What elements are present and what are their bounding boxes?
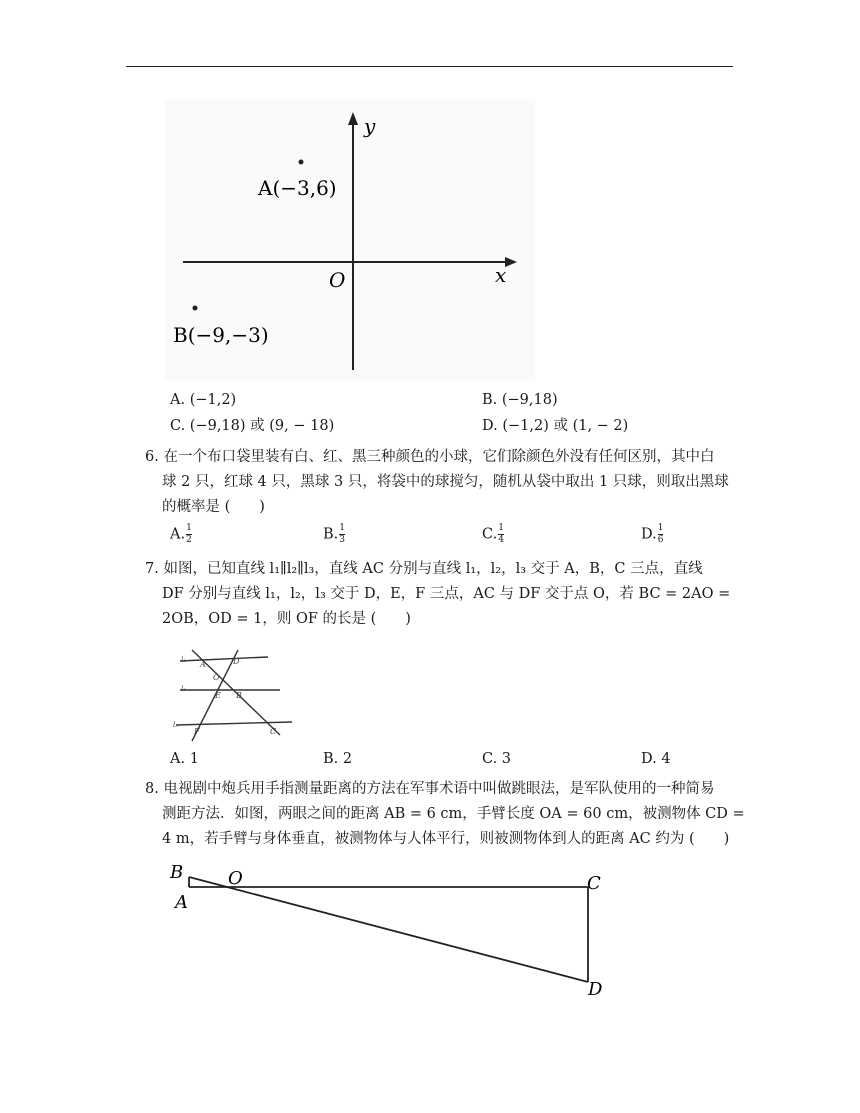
q6-option-d-fraction	[658, 524, 664, 545]
point-b-label: B(−9,−3)	[173, 323, 269, 347]
q6-option-d-label: D.	[641, 526, 657, 543]
label-a: A	[175, 892, 188, 913]
label-l1: l₁	[181, 656, 187, 664]
point-b-dot	[193, 306, 198, 311]
q7-option-a: A. 1	[170, 751, 199, 767]
q6-line-2: 球 2 只，红球 4 只，黑球 3 只，将袋中的球搅匀，随机从袋中取出 1 只球，则取出黑球	[162, 474, 729, 490]
q6-option-a-label: A.	[170, 526, 186, 543]
q6-option-a-numerator: 1	[186, 523, 192, 533]
q6-line-3: 的概率是 ( )	[162, 499, 265, 515]
q6-option-d	[641, 524, 663, 545]
q6-option-d-denominator: 6	[657, 535, 664, 545]
label-f: F	[194, 727, 200, 736]
label-d: D	[233, 657, 240, 666]
q6-option-c-numerator: 1	[498, 523, 504, 533]
q6-option-c-fraction	[498, 524, 504, 545]
q5-option-a: A. (−1,2)	[170, 392, 237, 408]
label-o: O	[213, 673, 220, 682]
q6-option-d-numerator: 1	[657, 523, 664, 533]
label-e: E	[215, 691, 221, 700]
q7-option-d: D. 4	[641, 751, 671, 767]
q6-option-c-label: C.	[482, 526, 498, 543]
q6-option-b-denominator: 3	[339, 535, 345, 545]
q6-option-a-denominator: 2	[186, 535, 192, 545]
label-o: O	[228, 868, 243, 889]
q7-option-b: B. 2	[323, 751, 353, 767]
line-l1	[180, 657, 268, 661]
segment-bd	[189, 877, 588, 982]
q6-option-b-numerator: 1	[339, 523, 345, 533]
point-a-dot	[299, 160, 304, 165]
q7-parallel-lines-figure	[170, 645, 300, 745]
label-a: A	[200, 660, 206, 669]
label-l2: l₂	[181, 685, 187, 693]
y-axis-label: y	[364, 114, 376, 138]
q6-option-b	[323, 524, 345, 545]
q5-option-b: B. (−9,18)	[482, 392, 558, 408]
q6-option-a	[170, 524, 192, 545]
q6-stem	[145, 445, 729, 520]
label-b: B	[170, 862, 184, 883]
q5-coordinate-figure	[165, 100, 535, 380]
q8-line-1: 8. 电视剧中炮兵用手指测量距离的方法在军事术语中叫做跳眼法，是军队使用的一种简易	[145, 781, 715, 797]
q8-stem	[145, 777, 745, 852]
q5-option-c: C. (−9,18) 或 (9, − 18)	[170, 418, 335, 434]
q7-line-2: DF 分别与直线 l₁，l₂，l₃ 交于 D，E，F 三点，AC 与 DF 交于点 O，若 BC = 2AO =	[162, 586, 731, 602]
origin-label: O	[329, 268, 346, 292]
q6-line-1: 6. 在一个布口袋里装有白、红、黑三种颜色的小球，它们除颜色外没有任何区别，其中白	[145, 449, 715, 465]
q8-line-2: 测距方法．如图，两眼之间的距离 AB = 6 cm，手臂长度 OA = 60 cm，被测物体 CD =	[162, 806, 745, 822]
q7-line-3: 2OB，OD = 1，则 OF 的长是 ( )	[162, 611, 411, 627]
q6-option-b-label: B.	[323, 526, 339, 543]
q7-option-c: C. 3	[482, 751, 512, 767]
q6-option-a-fraction	[186, 524, 192, 545]
label-c: C	[587, 873, 601, 894]
q6-option-c-denominator: 4	[498, 535, 504, 545]
x-axis-label: x	[495, 263, 507, 287]
q8-rangefinding-figure	[165, 860, 615, 1005]
line-l3	[176, 722, 292, 725]
q6-option-c	[482, 524, 504, 545]
label-d: D	[588, 979, 603, 1000]
header-rule	[126, 66, 733, 67]
q7-line-1: 7. 如图，已知直线 l₁∥l₂∥l₃，直线 AC 分别与直线 l₁，l₂，l₃ 交于 A，B，C 三点，直线	[145, 561, 703, 577]
label-b: B	[236, 691, 242, 700]
point-a-label: A(−3,6)	[258, 176, 337, 200]
label-l3: l₃	[173, 721, 179, 729]
q7-stem	[145, 557, 730, 632]
q6-option-b-fraction	[339, 524, 345, 545]
label-c: C	[270, 727, 277, 736]
q8-line-3: 4 m，若手臂与身体垂直，被测物体与人体平行，则被测物体到人的距离 AC 约为 ( )	[162, 831, 730, 847]
q5-option-d: D. (−1,2) 或 (1, − 2)	[482, 418, 629, 434]
